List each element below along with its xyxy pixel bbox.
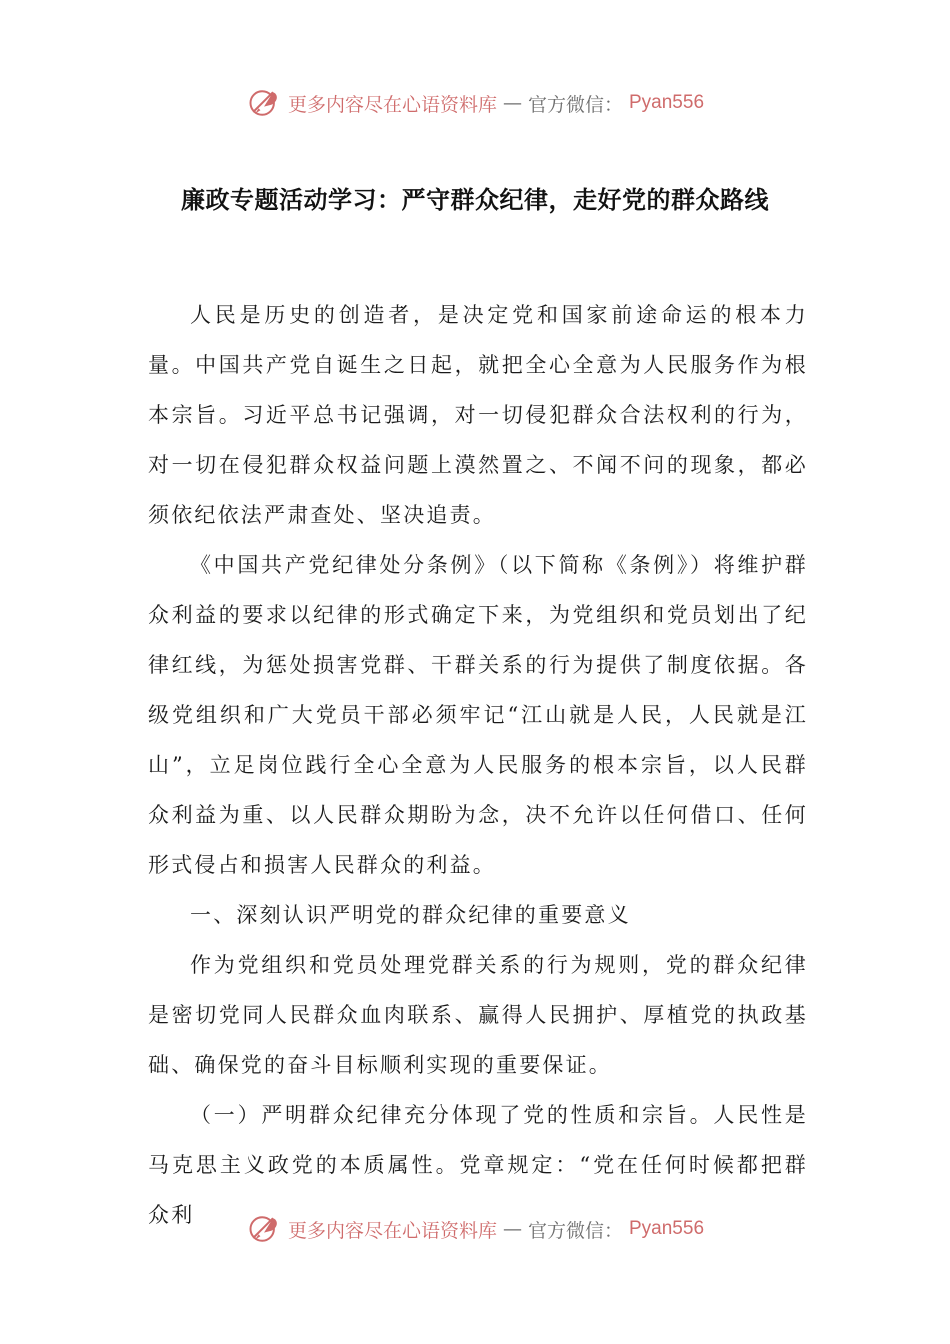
document-title: 廉政专题活动学习：严守群众纪律，走好党的群众路线 xyxy=(181,185,769,214)
header-watermark-content xyxy=(246,85,704,121)
watermark-site-text: 更多内容尽在心语资料库 xyxy=(287,93,497,116)
footer-watermark-banner xyxy=(0,1204,950,1254)
document-body xyxy=(148,290,808,1240)
footer-watermark-content xyxy=(246,1211,704,1247)
section-heading: 一、深刻认识严明党的群众纪律的重要意义 xyxy=(190,903,631,927)
header-watermark-banner xyxy=(0,78,950,128)
paragraph: 作为党组织和党员处理党群关系的行为规则，党的群众纪律是密切党同人民群众血肉联系、赢得人民拥护、厚植党的执政基础、确保党的奋斗目标顺利实现的重要保证。 xyxy=(148,953,808,1077)
watermark-site-text: 更多内容尽在心语资料库 xyxy=(287,1219,497,1242)
paragraph: 《中国共产党纪律处分条例》（以下简称《条例》）将维护群众利益的要求以纪律的形式确定下来，为党组织和党员划出了纪律红线，为惩处损害党群、干群关系的行为提供了制度依据。各级党组织和广大党员干部必须牢记“江山就是人民，人民就是江山”，立足岗位践行全心全意为人民服务的根本宗旨，以人民群众利益为重、以人民群众期盼为念，决不允许以任何借口、任何形式侵占和损害人民群众的利益。 xyxy=(148,553,808,877)
watermark-wechat-label: 官方微信： xyxy=(527,1219,623,1242)
watermark-wechat-id: Pyan556 xyxy=(629,92,705,113)
watermark-wechat-label: 官方微信： xyxy=(527,93,623,116)
watermark-dash: — xyxy=(502,92,522,114)
quill-logo-icon xyxy=(246,1211,282,1247)
watermark-wechat-id: Pyan556 xyxy=(629,1218,705,1239)
quill-logo-icon xyxy=(246,85,282,121)
paragraph: 人民是历史的创造者，是决定党和国家前途命运的根本力量。中国共产党自诞生之日起，就把全心全意为人民服务作为根本宗旨。习近平总书记强调，对一切侵犯群众合法权利的行为，对一切在侵犯群众权益问题上漠然置之、不闻不问的现象，都必须依纪依法严肃查处、坚决追责。 xyxy=(148,303,808,527)
paragraph: （一）严明群众纪律充分体现了党的性质和宗旨。人民性是马克思主义政党的本质属性。党章规定：“党在任何时候都把群众利 xyxy=(148,1103,808,1227)
watermark-dash: — xyxy=(502,1218,522,1240)
